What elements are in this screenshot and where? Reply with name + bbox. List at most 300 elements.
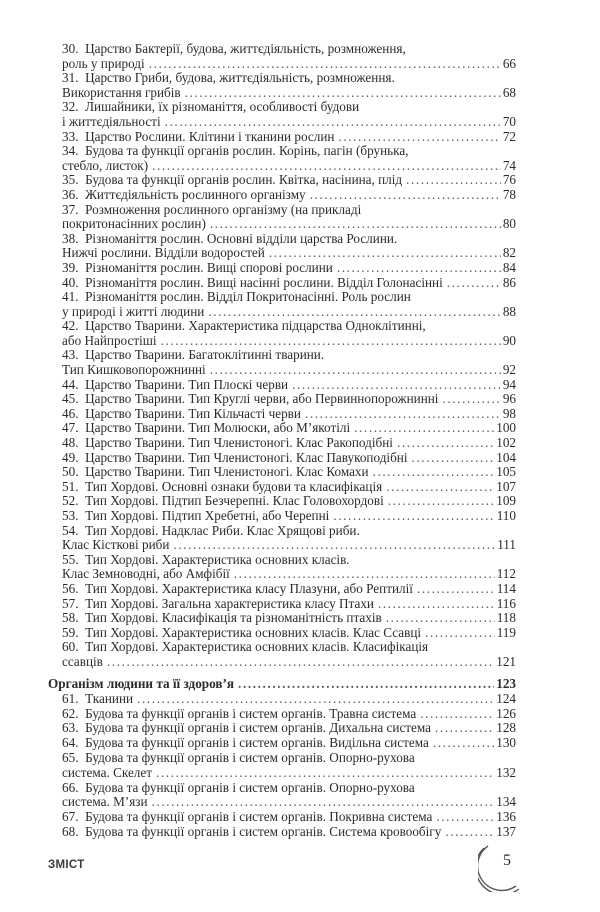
toc-entry-text [62,421,350,436]
dot-leader [210,363,501,378]
toc-entry[interactable] [48,276,516,291]
toc-entry[interactable] [48,348,516,377]
toc-entry-title: Тип Хордові. Характеристика основних класів. Класифікація [85,639,429,655]
toc-entry-page-number: 92 [502,362,516,378]
toc-entry-line [62,57,516,72]
toc-entry-line [62,363,516,378]
toc-entry-line [62,655,516,670]
toc-entry-text: Тип Кишковопорожнинні [62,362,206,378]
toc-entry-line [62,626,516,641]
toc-entry-line [62,203,516,218]
toc-entry-text [62,173,402,188]
toc-entry-line [62,597,516,612]
toc-entry-line [62,810,516,825]
toc-entries-top [48,42,516,670]
toc-entry-title: Царство Тварини. Тип Членистоногі. Клас Павукоподібні [85,449,408,465]
toc-entry-number: 42. [62,318,79,334]
toc-entry-text [62,553,350,568]
toc-entry-page-number: 124 [496,690,516,706]
toc-entry-page-number: 94 [502,376,516,392]
toc-entry[interactable] [48,736,516,751]
toc-entry[interactable] [48,188,516,203]
toc-entry-number: 40. [62,274,79,290]
toc-entry-number: 66. [62,779,79,795]
toc-entry-page-number: 137 [496,824,516,839]
toc-entry-text [62,100,359,115]
toc-entry-line [62,611,516,626]
toc-entry-page-number: 78 [502,186,516,202]
dot-leader [165,115,501,130]
toc-entry-title: Будова та функції органів і систем органів. Опорно-рухова [85,779,415,795]
dot-leader [208,305,500,320]
toc-entry-text [62,597,374,612]
toc-entry[interactable] [48,640,516,669]
dot-leader [436,810,494,825]
toc-entry-text [62,480,382,495]
toc-entry-page-number: 116 [496,595,516,611]
dot-leader [338,130,500,145]
toc-entry-text [62,71,395,86]
toc-entry-line [62,721,516,736]
toc-entry-number: 32. [62,99,79,115]
toc-entry-line [62,232,516,247]
toc-entry-page-number: 112 [496,566,516,582]
toc-section-heading[interactable] [48,677,516,692]
toc-entry-page-number: 132 [496,764,516,780]
dot-leader [378,597,495,612]
toc-entry-line [62,640,516,655]
toc-entry-text [62,509,329,524]
toc-entry-line [62,217,516,232]
dot-leader [173,538,495,553]
toc-entry-text [62,582,413,597]
toc-entry-title: Тканини [85,690,134,706]
toc-entry-text [62,290,411,305]
toc-entry-line [62,781,516,796]
toc-entry[interactable] [48,144,516,173]
toc-entry-text [62,825,441,840]
toc-entry-text: роль у природі [62,55,145,71]
toc-entry-text [62,261,333,276]
toc-entry-line [62,290,516,305]
toc-entry-number: 47. [62,420,79,436]
toc-entry-number: 50. [62,464,79,480]
dot-leader [373,465,495,480]
dot-leader [292,378,501,393]
toc-entry-line [62,334,516,349]
toc-entry[interactable] [48,626,516,641]
dot-leader [417,582,495,597]
toc-entry-number: 62. [62,705,79,721]
toc-entry-number: 68. [62,824,79,839]
toc-entry[interactable] [48,707,516,722]
toc-entry-title: Будова та функції органів і систем органів. Покривна система [85,809,433,825]
toc-entry-number: 63. [62,720,79,736]
toc-entry-number: 38. [62,230,79,246]
toc-entry-line [62,707,516,722]
toc-entry-line [62,71,516,86]
toc-entry-text [62,203,361,218]
toc-entry-text [62,232,397,247]
toc-entry-page-number: 80 [502,216,516,232]
toc-entry-page-number: 102 [496,435,516,451]
toc-entry-title: Життєдіяльність рослинного організму [85,186,306,202]
toc-entry-title: Царство Гриби, будова, життєдіяльність, розмноження. [85,70,395,86]
toc-entry-title: Царство Бактерії, будова, життєдіяльність, розмноження, [85,41,406,56]
toc-entry-page-number: 128 [496,720,516,736]
toc-entry-page-number: 118 [496,610,516,626]
toc-entry-line [62,261,516,276]
dot-leader [137,692,494,707]
toc-entry-page-number: 100 [496,420,516,436]
toc-entry-page-number: 66 [502,55,516,71]
toc-entry-number: 58. [62,610,79,626]
dot-leader [310,188,501,203]
toc-entry-title: Різноманіття рослин. Вищі спорові рослини [85,259,333,275]
toc-entry-page-number: 98 [502,405,516,421]
toc-entries-bottom [48,692,516,840]
toc-entry-line [62,751,516,766]
toc-entry-page-number: 68 [502,84,516,100]
toc-entry-title: Тип Хордові. Характеристика основних класів. [85,551,350,567]
toc-entry-number: 49. [62,449,79,465]
toc-entry[interactable] [48,451,516,466]
toc-entry-page-number: 74 [502,157,516,173]
toc-entry-text [62,494,384,509]
toc-entry-text: ссавців [62,653,103,669]
section-page-number: 123 [496,676,516,692]
toc-entry-page-number: 119 [496,624,516,640]
toc-entry-title: Царство Рослини. Клітини і тканини рослин [85,128,335,144]
toc-entry[interactable] [48,553,516,582]
toc-entry-page-number: 109 [496,493,516,509]
toc-entry-line [62,159,516,174]
toc-entry-page-number: 107 [496,478,516,494]
toc-entry-text [62,276,443,291]
toc-entry-title: Розмноження рослинного організму (на прикладі [85,201,362,217]
dot-leader [386,480,494,495]
dot-leader [149,57,501,72]
toc-entry-title: Царство Тварини. Тип Членистоногі. Клас Комахи [85,464,369,480]
toc-entry-number: 55. [62,551,79,567]
toc-entry-title: Різноманіття рослин. Основні відділи царства Рослини. [85,230,398,246]
dot-leader [433,736,494,751]
toc-entry-text [62,736,429,751]
toc-entry[interactable] [48,100,516,129]
toc-entry[interactable] [48,290,516,319]
toc-entry-page-number: 105 [496,464,516,480]
toc-entry-page-number: 130 [496,735,516,751]
toc-entry-text [62,781,415,796]
toc-entry-text [62,130,334,145]
toc-entry[interactable] [48,232,516,261]
toc-entry-number: 34. [62,143,79,159]
toc-entry-line [62,582,516,597]
toc-entry[interactable] [48,810,516,825]
toc-entry-line [62,407,516,422]
toc-entry-title: Тип Хордові. Характеристика класу Плазуни, або Рептилії [85,580,413,596]
toc-entry-text: у природі і житті людини [62,303,205,319]
toc-entry[interactable] [48,692,516,707]
toc-entry-text: покритонасінних рослин) [62,216,206,232]
toc-entry-title: Будова та функції органів і систем органів. Дихальна система [85,720,432,736]
toc-entry-text [62,692,133,707]
toc-entry-title: Будова та функції органів і систем органів. Травна система [85,705,417,721]
toc-entry-text [62,188,306,203]
toc-entry-title: Тип Хордові. Підтип Хребетні, або Черепні [85,508,330,523]
toc-entry[interactable] [48,42,516,71]
toc-entry[interactable] [48,480,516,495]
toc-entry[interactable] [48,392,516,407]
dot-leader [337,261,501,276]
toc-entry-page-number: 134 [496,794,516,810]
toc-entry-number: 60. [62,639,79,655]
dot-leader [435,721,494,736]
toc-entry-text [62,810,432,825]
toc-entry-text [62,626,421,641]
dot-leader [238,677,494,692]
toc-entry-title: Царство Тварини. Тип Членистоногі. Клас Ракоподібні [85,435,393,451]
toc-entry-line [62,692,516,707]
toc-entry-text: або Найпростіші [62,332,157,348]
dot-leader [412,451,495,466]
toc-entry-text [62,378,288,393]
footer-section-label: ЗМІСТ [48,859,85,871]
toc-entry-title: Будова та функції органів рослин. Квітка, насінина, плід [85,172,403,188]
dot-leader [152,159,501,174]
toc-entry-title: Тип Хордові. Основні ознаки будови та класифікація [85,478,383,494]
dot-leader [397,436,494,451]
dot-leader [354,421,494,436]
toc-entry-text [62,611,382,626]
toc-entry-title: Царство Тварини. Багатоклітинні тварини. [85,347,325,363]
toc-entry[interactable] [48,825,516,840]
toc-entry-number: 33. [62,128,79,144]
toc-entry-title: Будова та функції органів і систем органів. Опорно-рухова [85,750,415,766]
toc-entry-number: 67. [62,809,79,825]
toc-entry-line [62,538,516,553]
toc-entry-line [62,421,516,436]
toc-entry-title: Тип Хордові. Надклас Риби. Клас Хрящові риби. [85,522,360,538]
toc-entry[interactable] [48,509,516,524]
toc-entry-page-number: 104 [496,449,516,465]
dot-leader [152,795,495,810]
toc-entry[interactable] [48,465,516,480]
toc-entry-text [62,319,426,334]
toc-entry[interactable] [48,407,516,422]
toc-entry[interactable] [48,781,516,811]
toc-entry-title: Будова та функції органів рослин. Корінь, пагін (брунька, [85,143,409,159]
toc-entry-text [62,640,428,655]
dot-leader [442,392,500,407]
toc-entry-line [62,766,516,781]
toc-entry-text [62,144,409,159]
toc-entry-text [62,465,369,480]
toc-entry-line [62,392,516,407]
toc-entry[interactable] [48,751,516,781]
toc-entry-number: 44. [62,376,79,392]
toc-entry-number: 53. [62,508,79,523]
toc-entry-number: 64. [62,735,79,751]
toc-entry-number: 59. [62,624,79,640]
toc-entry-number: 43. [62,347,79,363]
toc-entry-text [62,524,360,539]
dot-leader [406,173,501,188]
toc-entry-page-number: 110 [496,508,516,523]
toc-entry-page-number: 90 [502,332,516,348]
toc-entry-line [62,188,516,203]
toc-entry-text [62,436,393,451]
toc-entry-number: 31. [62,70,79,86]
dot-leader [386,611,495,626]
toc-entry-line [62,451,516,466]
toc-entry-number: 41. [62,289,79,305]
dot-leader [447,276,501,291]
toc-entry-title: Царство Тварини. Характеристика підцарства Одноклітинні, [85,318,426,334]
toc-entry-line [62,567,516,582]
toc-entry[interactable] [48,378,516,393]
toc-entry[interactable] [48,611,516,626]
toc-entry-number: 54. [62,522,79,538]
toc-entry-number: 46. [62,405,79,421]
toc-entry[interactable] [48,71,516,100]
dot-leader [445,825,494,840]
dot-leader [420,707,494,722]
toc-entry-text: система. М’язи [62,794,148,810]
page-number: 5 [503,852,511,869]
toc-entry-line [62,480,516,495]
toc-entry[interactable] [48,173,516,188]
toc-entry[interactable] [48,261,516,276]
toc-entry-page-number: 76 [502,172,516,188]
toc-entry[interactable] [48,582,516,597]
toc-entry-title: Різноманіття рослин. Вищі насінні рослини. Відділ Голонасінні [85,274,443,290]
dot-leader [425,626,495,641]
toc-entry-number: 48. [62,435,79,451]
toc-entry-line [62,795,516,810]
dot-leader [161,334,501,349]
toc-entry-line [62,736,516,751]
toc-entry-title: Царство Тварини. Тип Молюски, або М’якотілі [85,420,351,436]
toc-entry-page-number: 121 [496,653,516,669]
toc-entry[interactable] [48,524,516,553]
toc-entry-line [62,825,516,840]
toc-entry-page-number: 114 [496,580,516,596]
toc-entry-text: Нижчі рослини. Відділи водоростей [62,245,265,261]
toc-entry-line [62,246,516,261]
toc-entry-title: Різноманіття рослин. Відділ Покритонасінні. Роль рослин [85,289,411,305]
toc-entry-page-number: 88 [502,303,516,319]
toc-entry-title: Царство Тварини. Тип Круглі черви, або Первиннопорожнинні [85,391,439,407]
toc-entry[interactable] [48,494,516,509]
toc-entry-title: Лишайники, їх різноманіття, особливості будови [85,99,360,115]
toc-entry-line [62,319,516,334]
toc-entry-line [62,553,516,568]
toc-entry-text: Клас Кісткові риби [62,537,170,553]
toc-entry-line [62,436,516,451]
toc-entry-line [62,494,516,509]
toc-entry-number: 61. [62,690,79,706]
toc-entry-page-number: 111 [497,537,516,553]
toc-entry-line [62,276,516,291]
toc-entry[interactable] [48,721,516,736]
toc-entry-number: 36. [62,186,79,202]
toc-entry-title: Будова та функції органів і систем органів. Система кровообігу [85,824,442,839]
toc-entry-line [62,144,516,159]
toc-entry-title: Тип Хордові. Характеристика основних класів. Клас Ссавці [85,624,422,640]
toc-entry[interactable] [48,421,516,436]
toc-entry-text [62,751,415,766]
toc-entry-title: Тип Хордові. Класифікація та різноманітність птахів [85,610,382,626]
toc-entry-title: Тип Хордові. Підтип Безчерепні. Клас Головохордові [85,493,384,509]
toc-entry-page-number: 86 [502,274,516,290]
toc-entry-page-number: 136 [496,809,516,825]
toc-entry-number: 57. [62,595,79,611]
toc-entry-line [62,348,516,363]
table-of-contents [48,42,516,840]
dot-leader [388,494,494,509]
toc-entry-line [62,42,516,57]
toc-entry-text: стебло, листок) [62,157,149,173]
toc-entry-line [62,100,516,115]
toc-entry-line [62,86,516,101]
section-title: Організм людини та її здоров’я [48,676,235,692]
toc-entry-line [62,130,516,145]
toc-entry-page-number: 126 [496,705,516,721]
toc-entry-text [62,707,416,722]
toc-entry-number: 45. [62,391,79,407]
page-number-badge [478,842,538,892]
toc-entry-number: 39. [62,259,79,275]
toc-entry-page-number: 72 [502,128,516,144]
toc-entry-page-number: 82 [502,245,516,261]
toc-entry-page-number: 70 [502,113,516,129]
toc-entry-text [62,42,406,57]
toc-entry-number: 37. [62,201,79,217]
toc-entry-text [62,392,438,407]
toc-entry-number: 52. [62,493,79,509]
toc-entry[interactable] [48,597,516,612]
toc-entry-page-number: 84 [502,259,516,275]
toc-entry-title: Царство Тварини. Тип Плоскі черви [85,376,289,392]
toc-entry-number: 30. [62,41,79,56]
toc-entry-line [62,524,516,539]
dot-leader [156,766,494,781]
toc-entry-number: 65. [62,750,79,766]
toc-entry-number: 56. [62,580,79,596]
dot-leader [210,217,501,232]
toc-entry-text: Клас Земноводні, або Амфібії [62,566,230,582]
toc-entry-title: Будова та функції органів і систем органів. Видільна система [85,735,429,751]
dot-leader [107,655,494,670]
dot-leader [269,246,501,261]
toc-entry-number: 51. [62,478,79,494]
toc-entry-line [62,305,516,320]
dot-leader [234,567,495,582]
toc-entry[interactable] [48,436,516,451]
toc-entry-line [62,509,516,524]
toc-entry-title: Царство Тварини. Тип Кільчасті черви [85,405,301,421]
toc-entry-title: Тип Хордові. Загальна характеристика класу Птахи [85,595,374,611]
toc-entry[interactable] [48,319,516,348]
toc-entry-line [62,173,516,188]
toc-entry[interactable] [48,203,516,232]
toc-entry-line [62,115,516,130]
toc-entry-text [62,451,408,466]
toc-entry-page-number: 96 [502,391,516,407]
toc-entry[interactable] [48,130,516,145]
toc-entry-line [62,378,516,393]
